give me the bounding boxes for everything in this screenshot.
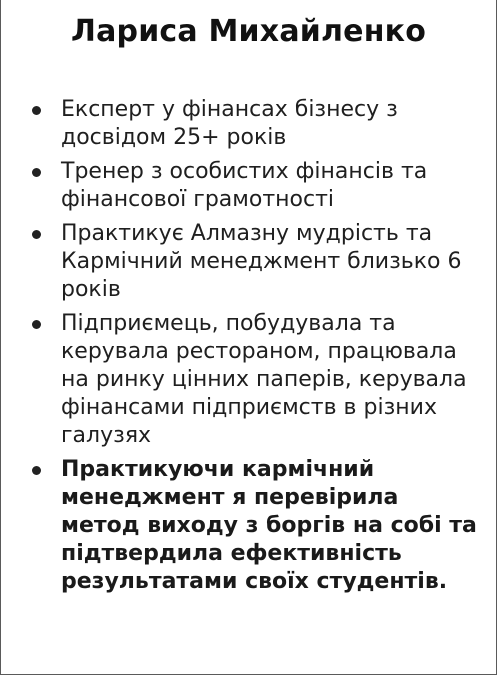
bullet-icon <box>32 320 41 329</box>
list-item-text: Практикує Алмазну мудрість та Кармічний менеджмент близько 6 років <box>61 221 462 302</box>
list-item-text: Тренер з особистих фінансів та фінансової грамотності <box>61 159 428 212</box>
list-item <box>28 220 483 304</box>
list-item <box>28 96 483 152</box>
list-item-text: Підприємець, побудувала та керувала рестораном, працювала на ринку цінних паперів, керувала фінансами підприємств в різних галузях <box>61 311 467 448</box>
page-title: Лариса Михайленко <box>70 14 427 49</box>
list-item <box>28 310 483 450</box>
bullet-icon <box>32 168 41 177</box>
list-item-text: Експерт у фінансах бізнесу з досвідом 25+ років <box>61 97 398 150</box>
list-item-highlight <box>28 456 483 596</box>
bio-list <box>28 96 483 602</box>
bullet-icon <box>32 466 41 475</box>
list-item-text: Практикуючи кармічний менеджмент я перевірила метод виходу з боргів на собі та підтвердила ефективність результатами своїх студентів. <box>61 457 477 594</box>
list-item <box>28 158 483 214</box>
bullet-icon <box>32 106 41 115</box>
bullet-icon <box>32 230 41 239</box>
